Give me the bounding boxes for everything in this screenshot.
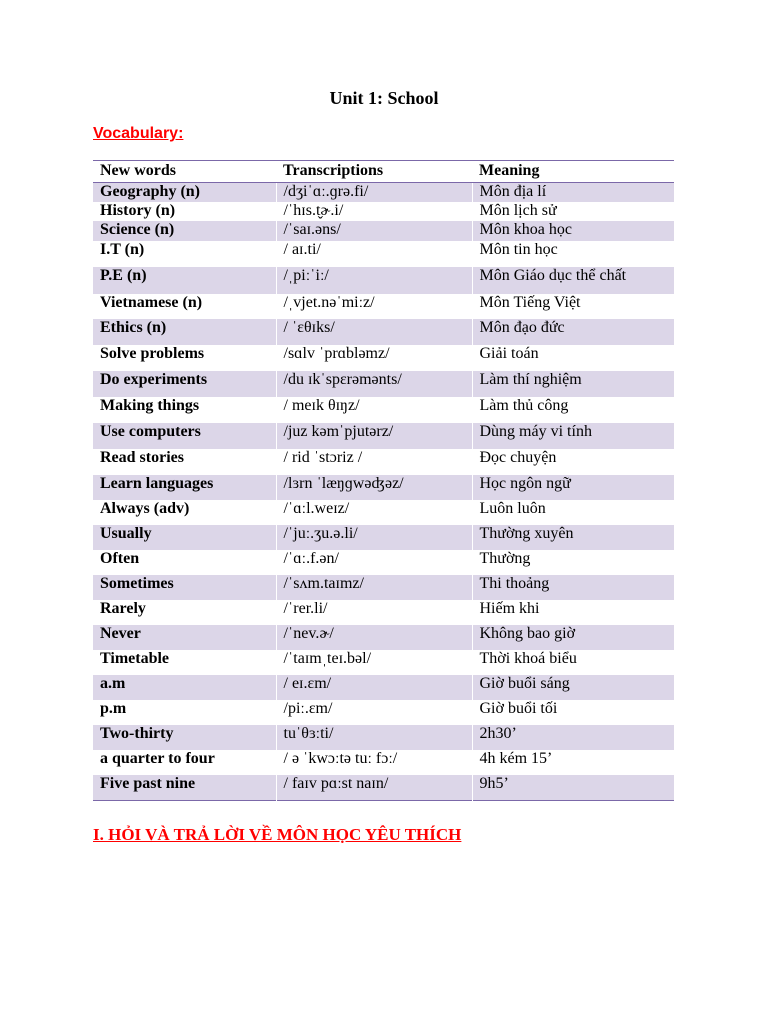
cell-transcription: /ˈnev.ɚ/ (276, 625, 472, 650)
table-row (93, 319, 674, 345)
cell-transcription: / rid ˈstɔriz / (276, 449, 472, 475)
cell-new-word: a.m (93, 675, 276, 700)
table-row (93, 241, 674, 267)
cell-new-word: Read stories (100, 448, 184, 466)
vocabulary-heading: Vocabulary: (93, 125, 184, 142)
cell-meaning: Thường (479, 549, 531, 567)
table-row (93, 449, 674, 475)
vocabulary-table (93, 160, 674, 801)
table-row (93, 775, 674, 801)
table-row (93, 750, 674, 775)
cell-new-word: p.m (100, 699, 127, 717)
cell-meaning: Đọc chuyện (479, 448, 557, 466)
cell-meaning: 9h5’ (472, 775, 674, 801)
cell-new-word: Learn languages (93, 475, 276, 500)
cell-meaning: Môn khoa học (472, 221, 674, 241)
cell-new-word: Five past nine (93, 775, 276, 801)
table-row (93, 371, 674, 397)
cell-new-word: Timetable (100, 649, 170, 667)
cell-new-word: Do experiments (93, 371, 276, 397)
cell-new-word: Geography (n) (93, 183, 276, 202)
cell-transcription: /lɜrn ˈlæŋɡwəʤəz/ (276, 475, 472, 500)
cell-meaning: Giờ buổi tối (479, 699, 558, 717)
vocabulary-table-body (93, 183, 674, 801)
table-row (93, 625, 674, 650)
cell-transcription: /ˌvjet.nəˈmiːz/ (276, 294, 472, 319)
cell-new-word: Use computers (93, 423, 276, 449)
cell-transcription: / eɪ.ɛm/ (276, 675, 472, 700)
table-row (93, 575, 674, 600)
section-heading: I. HỎI VÀ TRẢ LỜI VỀ MÔN HỌC YÊU THÍCH (93, 825, 462, 844)
cell-transcription: /dʒiˈɑː.ɡrə.fi/ (276, 183, 472, 202)
cell-new-word: Often (100, 549, 140, 567)
table-row (93, 550, 674, 575)
cell-meaning: Môn Giáo dục thể chất (472, 267, 674, 294)
cell-transcription: /juz kəmˈpjutərz/ (276, 423, 472, 449)
column-header-transcriptions: Transcriptions (276, 161, 472, 183)
cell-transcription: /du ɪkˈspɛrəmənts/ (276, 371, 472, 397)
cell-new-word: History (n) (100, 201, 176, 219)
table-row (93, 500, 674, 525)
cell-meaning: Thường xuyên (472, 525, 674, 550)
column-header-meaning: Meaning (472, 161, 674, 183)
table-row (93, 345, 674, 371)
cell-transcription: /ˈtaɪmˌteɪ.bəl/ (276, 650, 472, 675)
cell-new-word: Always (adv) (100, 499, 190, 517)
table-row (93, 650, 674, 675)
cell-new-word: P.E (n) (93, 267, 276, 294)
cell-new-word: Solve problems (100, 344, 205, 362)
cell-meaning: Thời khoá biểu (479, 649, 577, 667)
cell-new-word: Usually (93, 525, 276, 550)
table-row (93, 525, 674, 550)
cell-transcription: / meɪk θɪŋz/ (276, 397, 472, 423)
table-row (93, 397, 674, 423)
table-row (93, 475, 674, 500)
cell-meaning: Thi thoảng (472, 575, 674, 600)
cell-new-word: Rarely (100, 599, 146, 617)
cell-transcription: / ˈɛθɪks/ (276, 319, 472, 345)
cell-meaning: Luôn luôn (479, 499, 546, 517)
table-row (93, 267, 674, 294)
cell-transcription: / aɪ.ti/ (276, 241, 472, 267)
cell-transcription: /ˌpiːˈiː/ (276, 267, 472, 294)
cell-transcription: /ˈhɪs.t̬ɚ.i/ (276, 202, 472, 221)
cell-meaning: Dùng máy vi tính (472, 423, 674, 449)
cell-meaning: Hiếm khi (479, 599, 540, 617)
cell-meaning: Giải toán (479, 344, 539, 362)
cell-new-word: Ethics (n) (93, 319, 276, 345)
cell-transcription: /ˈrer.li/ (276, 600, 472, 625)
cell-meaning: Môn Tiếng Việt (479, 293, 581, 311)
table-row (93, 183, 674, 202)
cell-new-word: Vietnamese (n) (100, 293, 203, 311)
table-row (93, 221, 674, 241)
cell-meaning: Môn tin học (479, 240, 558, 258)
cell-new-word: Never (93, 625, 276, 650)
cell-meaning: Làm thủ công (479, 396, 569, 414)
cell-transcription: /ˈsʌm.taɪmz/ (276, 575, 472, 600)
table-row (93, 600, 674, 625)
cell-new-word: Making things (100, 396, 200, 414)
cell-transcription: / faɪv pɑːst naɪn/ (276, 775, 472, 801)
cell-meaning: Môn đạo đức (472, 319, 674, 345)
cell-meaning: Môn địa lí (472, 183, 674, 202)
cell-transcription: /ˈsaɪ.əns/ (276, 221, 472, 241)
cell-meaning: 4h kém 15’ (479, 749, 553, 767)
table-row (93, 294, 674, 319)
cell-new-word: a quarter to four (100, 749, 215, 767)
cell-new-word: Sometimes (93, 575, 276, 600)
cell-new-word: Two-thirty (93, 725, 276, 750)
cell-transcription: /ˈɑː.f.ən/ (276, 550, 472, 575)
cell-transcription: /ˈɑːl.weɪz/ (276, 500, 472, 525)
cell-new-word: Science (n) (93, 221, 276, 241)
cell-meaning: 2h30’ (472, 725, 674, 750)
cell-transcription: tuˈθɜːti/ (276, 725, 472, 750)
column-header-new-words: New words (93, 161, 276, 183)
cell-meaning: Không bao giờ (472, 625, 674, 650)
cell-transcription: /sɑlv ˈprɑbləmz/ (276, 345, 472, 371)
cell-meaning: Giờ buổi sáng (472, 675, 674, 700)
table-row (93, 202, 674, 221)
cell-transcription: /piː.ɛm/ (276, 700, 472, 725)
cell-meaning: Môn lịch sử (479, 201, 557, 219)
cell-meaning: Học ngôn ngữ (472, 475, 674, 500)
page-title: Unit 1: School (329, 88, 439, 108)
table-row (93, 675, 674, 700)
cell-meaning: Làm thí nghiệm (472, 371, 674, 397)
table-header-row (93, 161, 674, 183)
cell-new-word: I.T (n) (100, 240, 145, 258)
cell-transcription: / ə ˈkwɔːtə tuː fɔː/ (276, 750, 472, 775)
cell-transcription: /ˈjuː.ʒu.ə.li/ (276, 525, 472, 550)
table-row (93, 725, 674, 750)
table-row (93, 423, 674, 449)
table-row (93, 700, 674, 725)
